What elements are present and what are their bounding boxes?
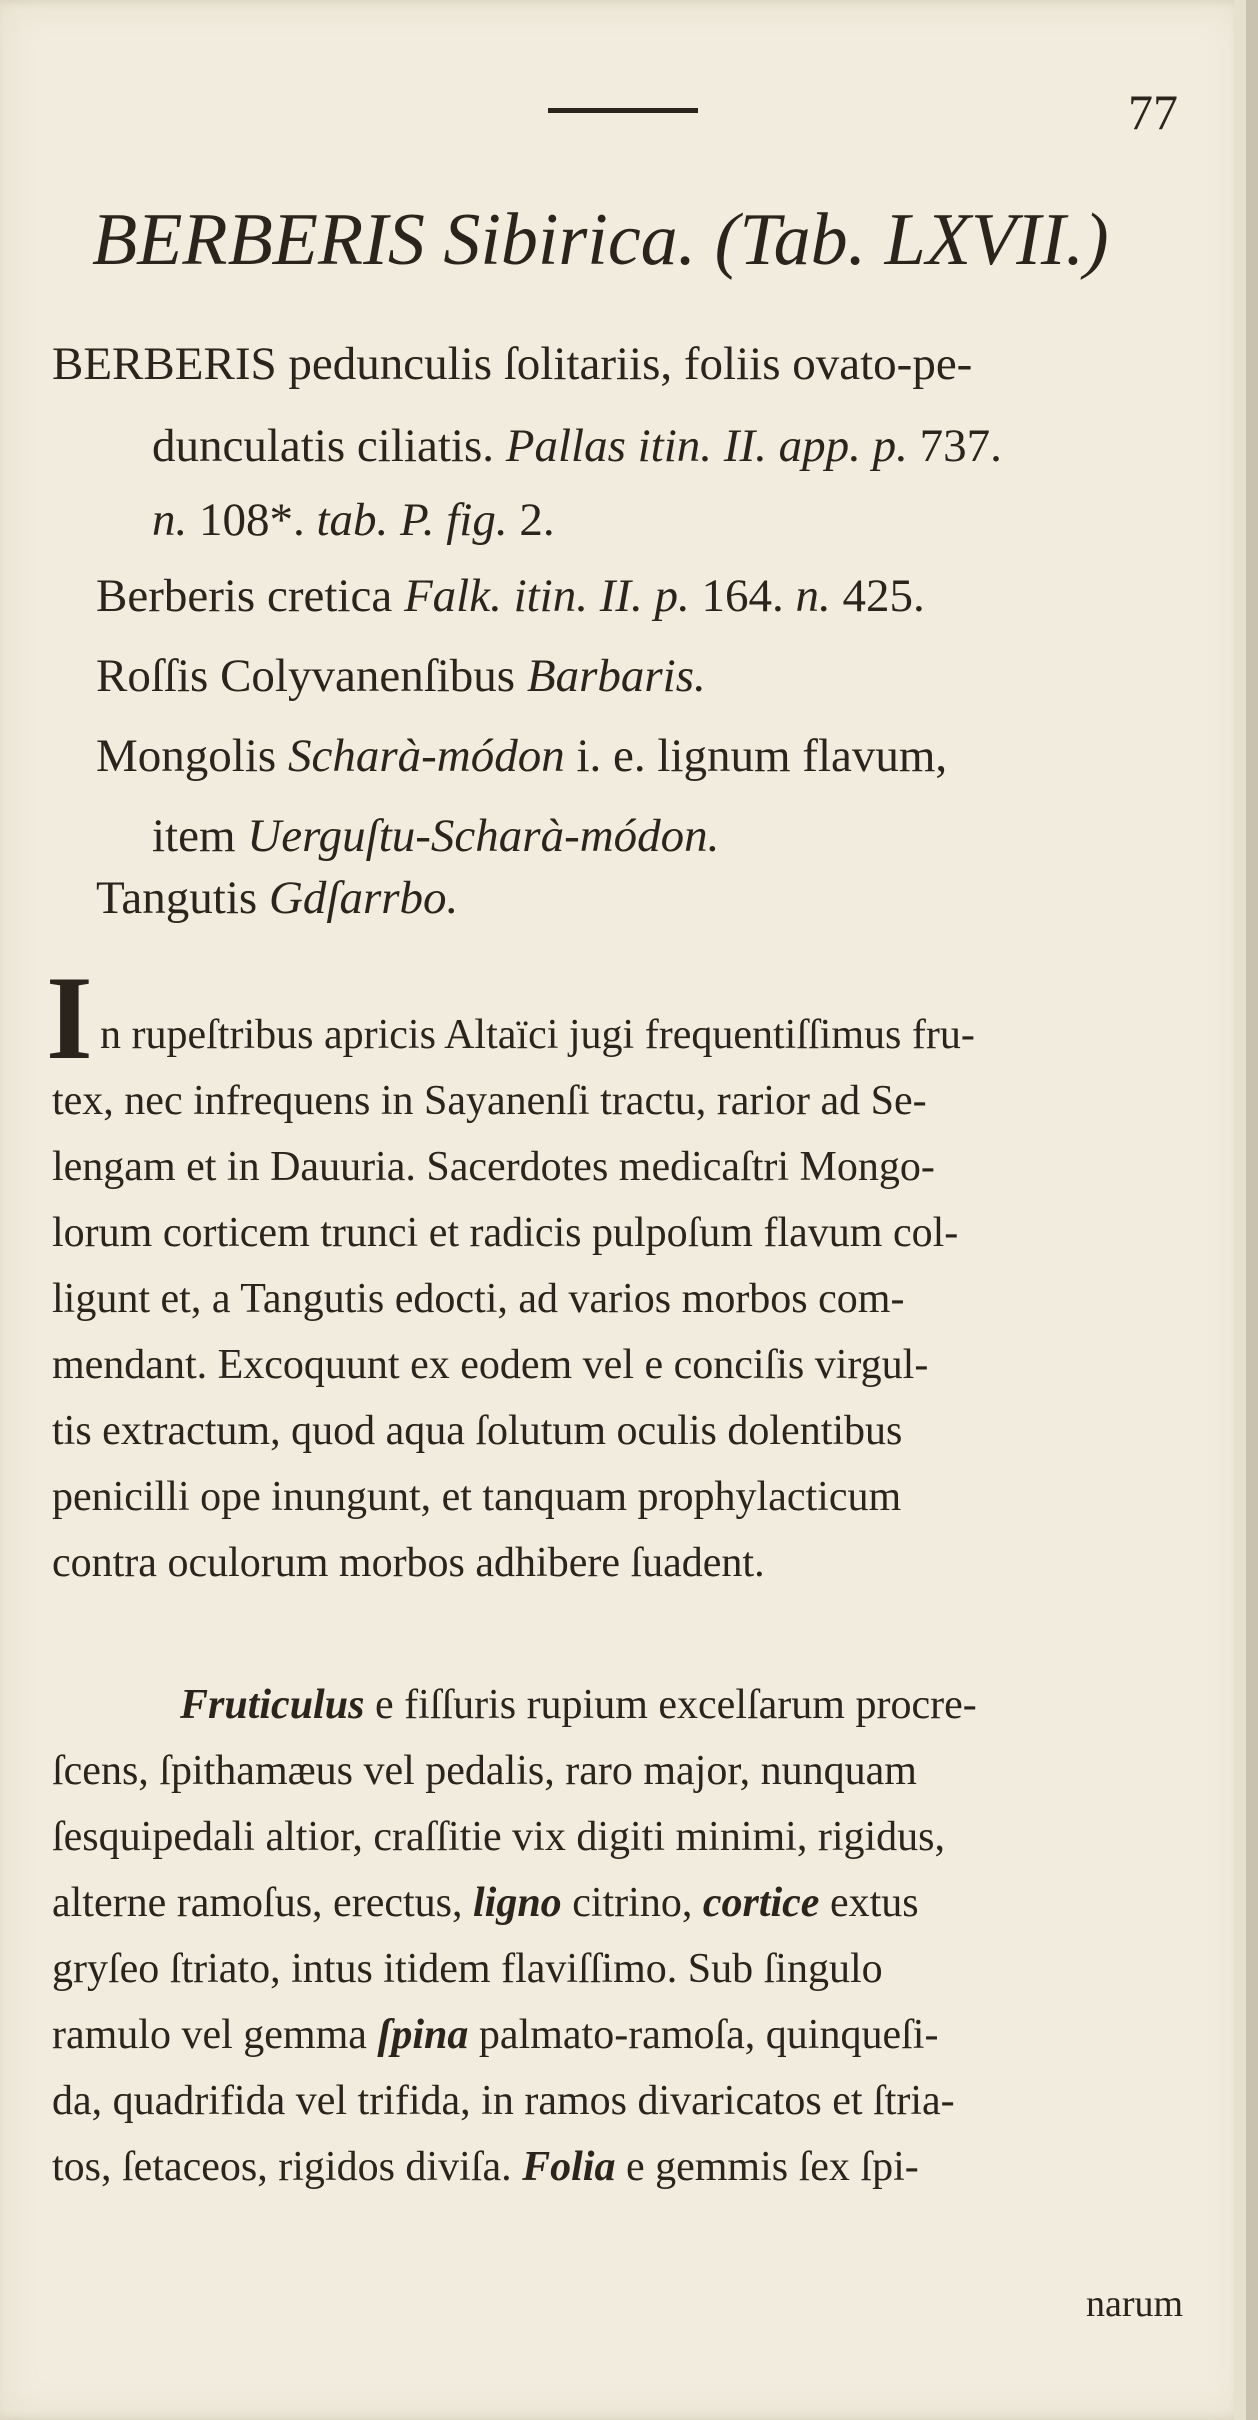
text-line [52, 1538, 765, 1588]
page-edge [1234, 0, 1246, 2420]
text-run: lengam et in Dauuria. Sacerdotes medicaſtri Mongo- [52, 1144, 935, 1190]
text-run: palmato-ramoſa, quinqueſi- [468, 2012, 939, 2058]
synonymy-line [96, 568, 925, 624]
text-run: 2. [507, 494, 555, 546]
catchword: narum [1086, 2283, 1184, 2325]
text-run: ſcens, ſpithamæus vel pedalis, raro major, nunquam [52, 1748, 917, 1794]
text-run: e gemmis ſex ſpi- [615, 2144, 919, 2190]
text-line [52, 1812, 945, 1862]
text-line [52, 1142, 935, 1192]
text-run: lorum corticem trunci et radicis pulpoſum flavum col- [52, 1210, 959, 1256]
text-run: 737. [907, 420, 1002, 472]
text-run: ſesquipedali altior, craſſitie vix digiti minimi, rigidus, [52, 1814, 946, 1860]
italic-run: Folia [522, 2144, 616, 2190]
italic-run: tab. P. fig. [316, 494, 508, 546]
text-line [52, 1944, 883, 1994]
italic-run: n. [795, 570, 831, 622]
text-run: 425. [830, 570, 925, 622]
text-run: ligunt et, a Tangutis edocti, ad varios morbos com- [52, 1276, 905, 1322]
text-run: penicilli ope inungunt, et tanquam prophylacticum [52, 1474, 902, 1520]
text-run: tex, nec infrequens in Sayanenſi tractu, rarior ad Se- [52, 1078, 927, 1124]
text-run: Tangutis [96, 872, 269, 924]
italic-run: ligno [472, 1880, 562, 1926]
synonymy-line [52, 336, 972, 392]
text-run: 108*. [187, 494, 317, 546]
text-line [52, 1472, 901, 1522]
text-run: extus [819, 1880, 919, 1926]
text-run: n rupeſtribus apricis Altaïci jugi frequentiſſimus fru- [100, 1012, 975, 1058]
synonymy-line [152, 492, 555, 548]
synonymy-line [96, 648, 706, 704]
italic-run: Uerguſtu-Scharà-módon. [247, 810, 720, 862]
synonymy-line [152, 808, 719, 864]
text-run: ramulo vel gemma [52, 2012, 378, 2058]
species-title: BERBERIS Sibirica. (Tab. LXVII.) [92, 199, 1109, 281]
page-number: 77 [1128, 84, 1178, 140]
text-line [52, 1076, 927, 1126]
text-line [52, 2142, 919, 2192]
text-line [52, 1406, 902, 1456]
text-run: tis extractum, quod aqua ſolutum oculis dolentibus [52, 1408, 903, 1454]
text-run: da, quadrifida vel trifida, in ramos divaricatos et ſtria- [52, 2078, 955, 2124]
text-line [52, 2010, 938, 2060]
italic-run: cortice [702, 1880, 820, 1926]
text-line [52, 2076, 955, 2126]
italic-run: ſpina [377, 2012, 469, 2058]
italic-run: Gdſarrbo. [268, 872, 459, 924]
text-run: Mongolis [96, 730, 288, 782]
text-line [52, 1274, 904, 1324]
italic-run: Scharà-módon [287, 730, 565, 782]
text-run: citrino, [561, 1880, 703, 1926]
text-line [52, 1878, 919, 1928]
text-line [52, 1746, 917, 1796]
synonymy-line [152, 418, 1002, 474]
text-line [100, 1010, 975, 1060]
header-rule [548, 108, 698, 113]
italic-run: Falk. itin. II. p. [403, 570, 690, 622]
text-run: contra oculorum morbos adhibere ſuadent. [52, 1540, 765, 1586]
text-line [52, 1208, 958, 1258]
text-run: gryſeo ſtriato, intus itidem flaviſſimo. Sub ſingulo [52, 1946, 883, 1992]
synonymy-line [96, 870, 458, 926]
text-line [180, 1680, 977, 1730]
italic-run: Barbaris. [526, 650, 706, 702]
text-run: BERBERIS pedunculis ſolitariis, foliis ovato-pe- [52, 338, 973, 390]
italic-run: Pallas itin. II. app. p. [505, 420, 908, 472]
drop-capital: I [46, 951, 93, 1084]
text-run: Berberis cretica [96, 570, 404, 622]
text-run: item [152, 810, 248, 862]
text-run: Roſſis Colyvanenſibus [96, 650, 527, 702]
text-run: mendant. Excoquunt ex eodem vel e conciſis virgul- [52, 1342, 929, 1388]
text-run: i. e. lignum flavum, [564, 730, 948, 782]
text-run: dunculatis ciliatis. [152, 420, 506, 472]
text-run: alterne ramoſus, erectus, [52, 1880, 473, 1926]
text-run: e fiſſuris rupium excelſarum procre- [364, 1682, 977, 1728]
text-line [52, 1340, 928, 1390]
text-run: 164. [689, 570, 796, 622]
italic-run: n. [152, 494, 188, 546]
text-run: tos, ſetaceos, rigidos diviſa. [52, 2144, 523, 2190]
synonymy-line [96, 728, 947, 784]
italic-run: Fruticulus [180, 1682, 365, 1728]
